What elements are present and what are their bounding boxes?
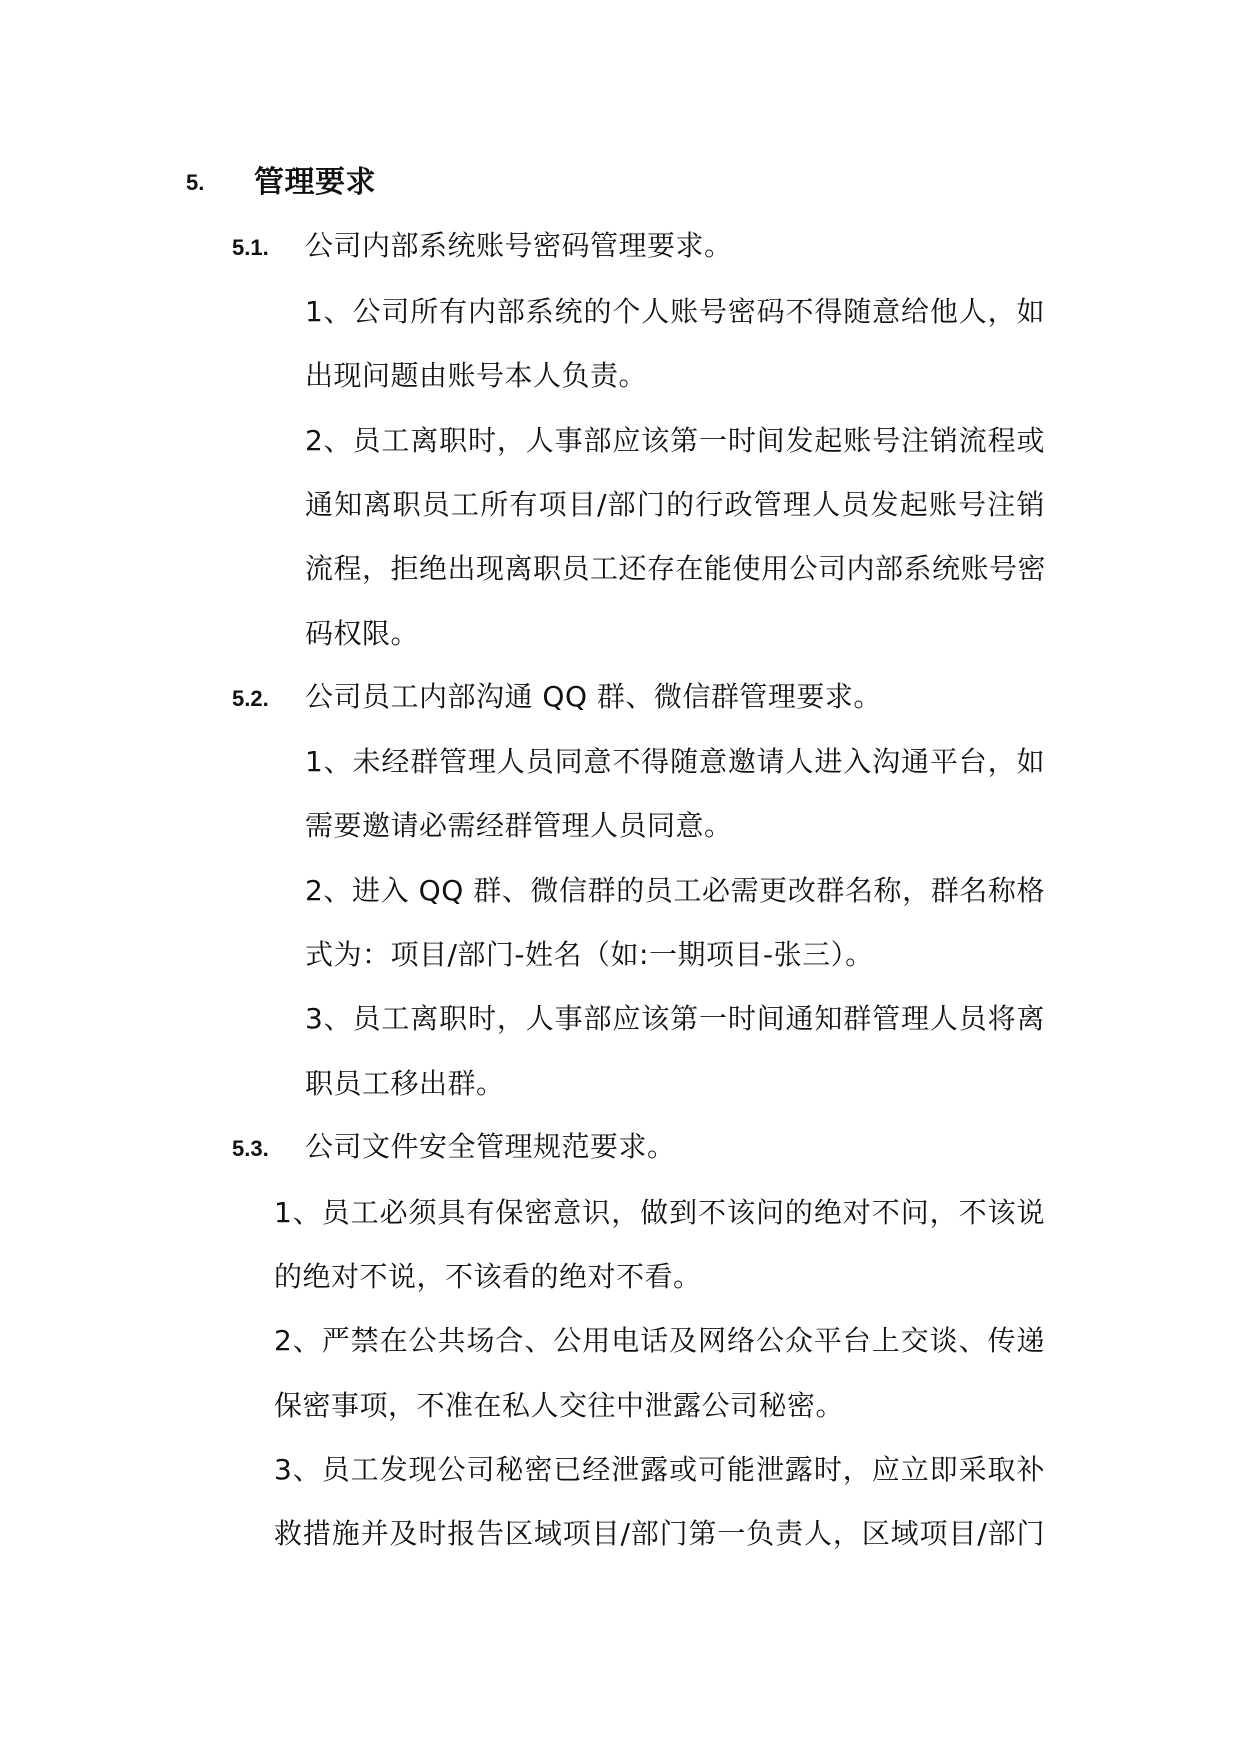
subsection-number-5-2: 5.2. — [232, 686, 269, 711]
paragraph-line: 1、未经群管理人员同意不得随意邀请人进入沟通平台，如 — [305, 745, 1045, 778]
paragraph-line: 式为：项目/部门-姓名（如:一期项目-张三）。 — [305, 938, 874, 971]
subsection-number-5-3: 5.3. — [232, 1136, 269, 1161]
paragraph-line: 3、员工发现公司秘密已经泄露或可能泄露时，应立即采取补 — [274, 1453, 1045, 1486]
paragraph-line: 2、进入 QQ 群、微信群的员工必需更改群名称，群名称格 — [305, 874, 1045, 907]
section-title: 管理要求 — [254, 165, 376, 200]
paragraph-line: 通知离职员工所有项目/部门的行政管理人员发起账号注销 — [305, 488, 1045, 521]
paragraph-line: 2、严禁在公共场合、公用电话及网络公众平台上交谈、传递 — [274, 1324, 1045, 1357]
paragraph-line: 码权限。 — [305, 617, 420, 650]
paragraph-line: 3、员工离职时，人事部应该第一时间通知群管理人员将离 — [305, 1002, 1045, 1035]
paragraph-line: 职员工移出群。 — [305, 1067, 505, 1100]
subsection-title-5-1: 公司内部系统账号密码管理要求。 — [305, 229, 733, 262]
subsection-number-5-1: 5.1. — [232, 235, 269, 260]
paragraph-line: 流程，拒绝出现离职员工还存在能使用公司内部系统账号密 — [305, 552, 1047, 585]
paragraph-line: 2、员工离职时，人事部应该第一时间发起账号注销流程或 — [305, 424, 1045, 457]
paragraph-line: 需要邀请必需经群管理人员同意。 — [305, 809, 733, 842]
paragraph-line: 保密事项，不准在私人交往中泄露公司秘密。 — [274, 1389, 845, 1422]
paragraph-line: 出现问题由账号本人负责。 — [305, 359, 648, 392]
paragraph-line: 的绝对不说，不该看的绝对不看。 — [274, 1260, 702, 1293]
paragraph-line: 1、员工必须具有保密意识，做到不该问的绝对不问，不该说 — [274, 1196, 1045, 1229]
paragraph-line: 1、公司所有内部系统的个人账号密码不得随意给他人，如 — [305, 295, 1045, 328]
paragraph-line: 救措施并及时报告区域项目/部门第一负责人，区域项目/部门 — [274, 1517, 1045, 1550]
subsection-title-5-3: 公司文件安全管理规范要求。 — [305, 1130, 676, 1163]
section-number: 5. — [186, 170, 205, 195]
subsection-title-5-2: 公司员工内部沟通 QQ 群、微信群管理要求。 — [305, 680, 882, 713]
